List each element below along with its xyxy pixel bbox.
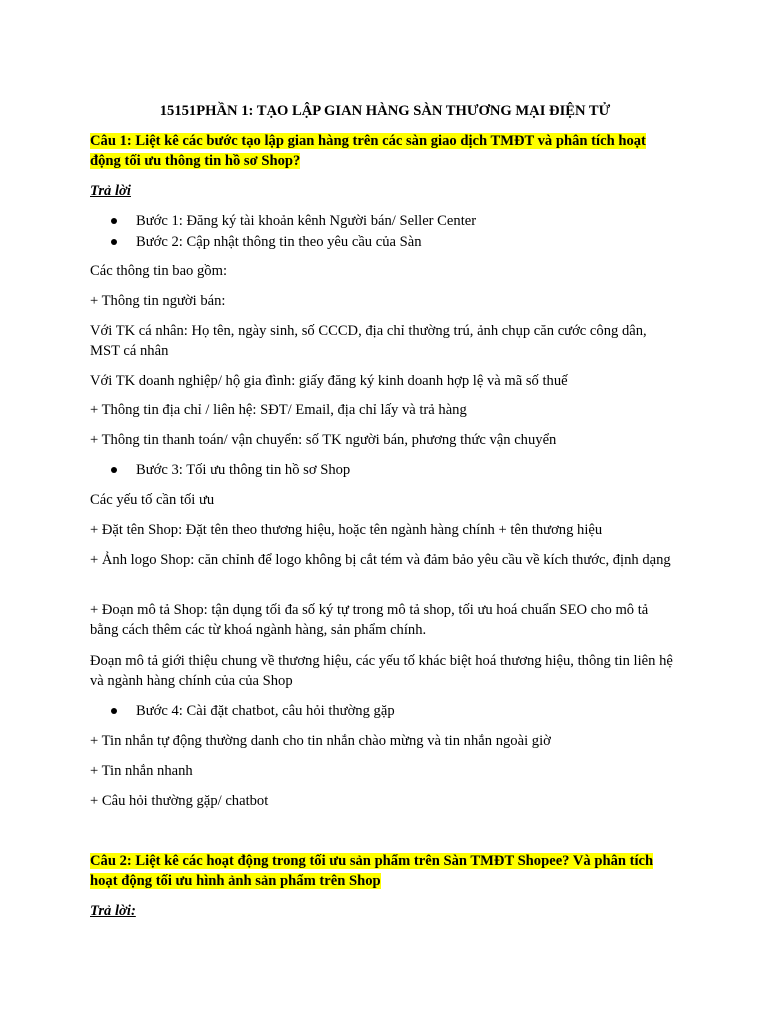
- question-1: [90, 131, 680, 171]
- paragraph-shop-description: + Đoạn mô tả Shop: tận dụng tối đa số ký tự trong mô tả shop, tối ưu hoá chuẩn SEO cho mô tả bằng cách thêm các từ khoá ngành hàng, sản phẩm chính.: [90, 602, 649, 638]
- list-item-label: Bước 4: Cài đặt chatbot, câu hỏi thường gặp: [136, 703, 395, 719]
- answer-label-2-text: Trả lời:: [90, 903, 136, 919]
- bullet-icon: [111, 708, 117, 714]
- paragraph-seller-info: + Thông tin người bán:: [90, 293, 226, 309]
- paragraph-shop-logo: + Ảnh logo Shop: căn chỉnh để logo không bị cắt tém và đảm bảo yêu cầu về kích thước, định dạng: [90, 552, 671, 568]
- paragraph-business-account: Với TK doanh nghiệp/ hộ gia đình: giấy đăng ký kinh doanh hợp lệ và mã số thuế: [90, 373, 568, 389]
- paragraph-personal-account: Với TK cá nhân: Họ tên, ngày sinh, số CCCD, địa chỉ thường trú, ảnh chụp căn cước công dân, MST cá nhân: [90, 323, 647, 359]
- paragraph-payment-info: + Thông tin thanh toán/ vận chuyển: số TK người bán, phương thức vận chuyển: [90, 432, 557, 448]
- document-title: 15151PHẦN 1: TẠO LẬP GIAN HÀNG SÀN THƯƠNG MẠI ĐIỆN TỬ: [159, 103, 611, 119]
- answer-label-2: [90, 901, 680, 921]
- answer-label-1-text: Trả lời: [90, 183, 131, 199]
- paragraph-quick-message: + Tin nhắn nhanh: [90, 763, 193, 779]
- paragraph-brand-intro: Đoạn mô tả giới thiệu chung về thương hiệu, các yếu tố khác biệt hoá thương hiệu, thông tin liên hệ và ngành hàng chính của của Shop: [90, 653, 673, 689]
- paragraph-shop-name: + Đặt tên Shop: Đặt tên theo thương hiệu, hoặc tên ngành hàng chính + tên thương hiệu: [90, 522, 603, 538]
- paragraph-info-includes: Các thông tin bao gồm:: [90, 263, 228, 279]
- paragraph-auto-message: + Tin nhắn tự động thường danh cho tin nhắn chào mừng và tin nhắn ngoài giờ: [90, 733, 551, 749]
- bullet-icon: [111, 467, 117, 473]
- bullet-icon: [111, 239, 117, 245]
- bullet-icon: [111, 218, 117, 224]
- question-1-text: Câu 1: Liệt kê các bước tạo lập gian hàng trên các sàn giao dịch TMĐT và phân tích hoạt động tối ưu thông tin hồ sơ Shop?: [90, 133, 646, 169]
- list-item-label: Bước 2: Cập nhật thông tin theo yêu cầu của Sàn: [136, 234, 422, 250]
- paragraph-contact-info: + Thông tin địa chỉ / liên hệ: SĐT/ Email, địa chỉ lấy và trả hàng: [90, 402, 467, 418]
- paragraph-factors: Các yếu tố cần tối ưu: [90, 492, 215, 508]
- list-item-label: Bước 3: Tối ưu thông tin hồ sơ Shop: [136, 462, 351, 478]
- list-item-label: Bước 1: Đăng ký tài khoản kênh Người bán/ Seller Center: [136, 213, 477, 229]
- question-2-text: Câu 2: Liệt kê các hoạt động trong tối ưu sản phẩm trên Sàn TMĐT Shopee? Và phân tích hoạt động tối ưu hình ảnh sản phẩm trên Shop: [90, 853, 654, 889]
- paragraph-faq: + Câu hỏi thường gặp/ chatbot: [90, 793, 269, 809]
- answer-label-1: [90, 181, 680, 201]
- question-2: [90, 851, 680, 891]
